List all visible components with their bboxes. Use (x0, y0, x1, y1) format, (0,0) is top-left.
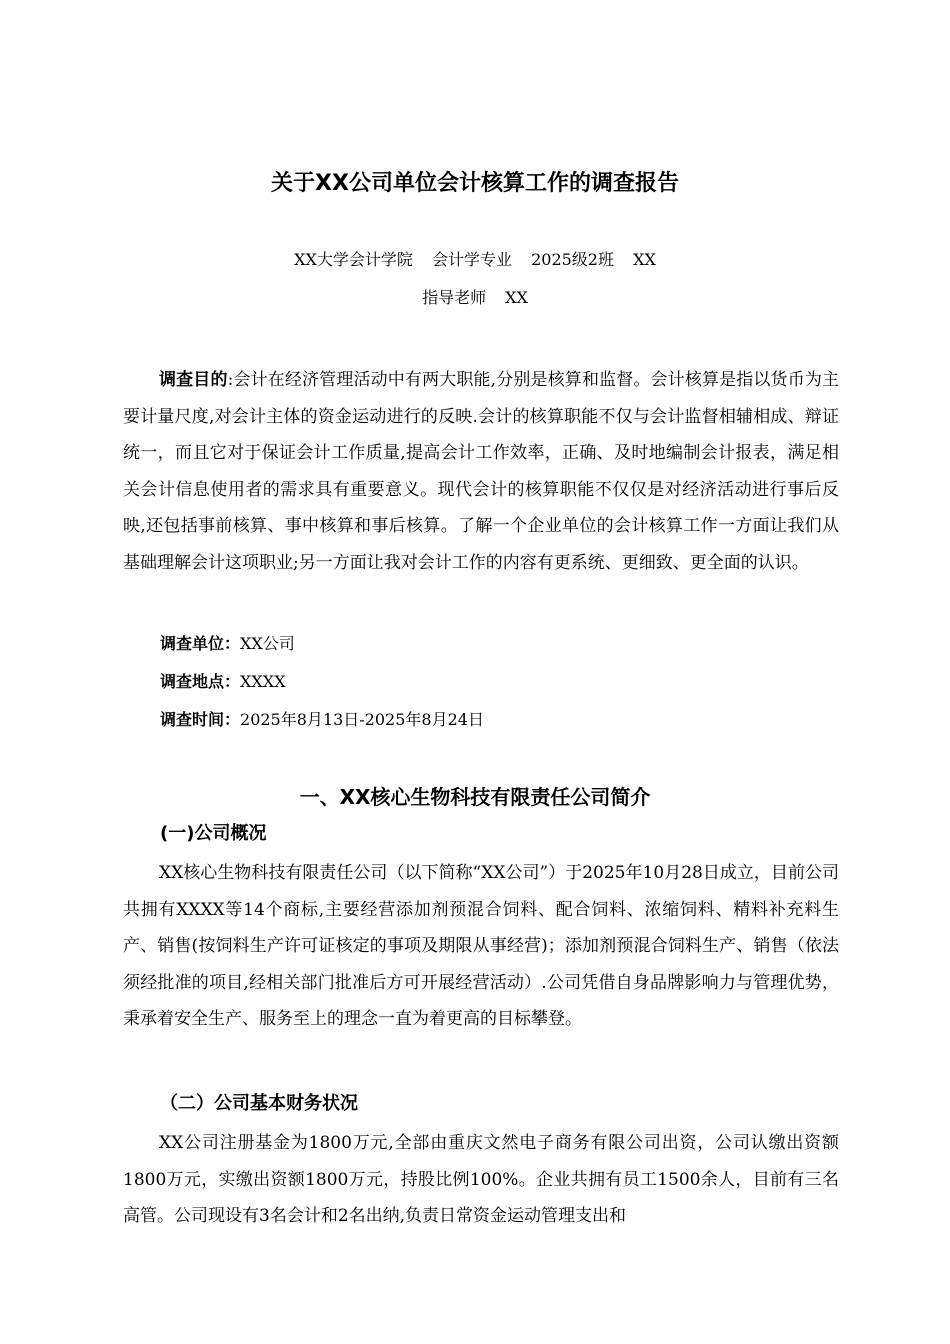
author-line: XX大学会计学院 会计学专业 2025级2班 XX (294, 250, 656, 269)
survey-time (160, 706, 484, 734)
survey-location (160, 668, 286, 696)
section-heading-company-profile: 一、XX核心生物科技有限责任公司简介 (299, 785, 651, 809)
survey-location-value: XXXX (240, 672, 286, 691)
survey-time-label: 调查时间： (160, 710, 241, 729)
survey-time-value: 2025年8月13日-2025年8月24日 (240, 710, 484, 729)
document-title: 关于XX公司单位会计核算工作的调查报告 (271, 171, 679, 196)
advisor-line: 指导老师 XX (422, 288, 528, 307)
purpose-text: :会计在经济管理活动中有两大职能,分别是核算和监督。会计核算是指以货币为主要计量尺度,对会计主体的资金运动进行的反映.会计的核算职能不仅与会计监督相辅相成、辩证统一，而且它对于保证会计工作质量,提高会计工作效率，正确、及时地编制会计报表，满足相关会计信息使用者的需求具有重要意义。现代会计的核算职能不仅仅是对经济活动进行事后反映,还包括事前核算、事中核算和事后核算。了解一个企业单位的会计核算工作一方面让我们从基础理解会计这项职业;另一方面让我对会计工作的内容有更系统、更细致、更全面的认识。 (123, 370, 839, 573)
survey-unit-value: XX公司 (240, 634, 295, 653)
company-finance-paragraph: XX公司注册基金为1800万元,全部由重庆文然电子商务有限公司出资，公司认缴出资额1800万元，实缴出资额1800万元，持股比例100%。企业共拥有员工1500余人，目前有三名高管。公司现设有3名会计和2名出纳,负责日常资金运动管理支出和 (123, 1133, 839, 1226)
subsection-heading-finance: （二）公司基本财务状况 (160, 1093, 358, 1114)
subsection-heading-overview: (一)公司概况 (160, 823, 267, 844)
survey-location-label: 调查地点： (160, 672, 241, 691)
survey-unit (160, 630, 295, 658)
purpose-paragraph (123, 362, 839, 581)
company-overview-paragraph: XX核心生物科技有限责任公司（以下简称“XX公司”）于2025年10月28日成立，目前公司共拥有XXXX等14个商标,主要经营添加剂预混合饲料、配合饲料、浓缩饲料、精料补充料生产、销售(按饲料生产许可证核定的事项及期限从事经营)；添加剂预混合饲料生产、销售（依法须经批准的项目,经相关部门批准后方可开展经营活动）.公司凭借自身品牌影响力与管理优势，秉承着安全生产、服务至上的理念一直为着更高的目标攀登。 (123, 863, 839, 1029)
survey-unit-label: 调查单位： (160, 634, 241, 653)
purpose-label: 调查目的 (159, 370, 228, 390)
